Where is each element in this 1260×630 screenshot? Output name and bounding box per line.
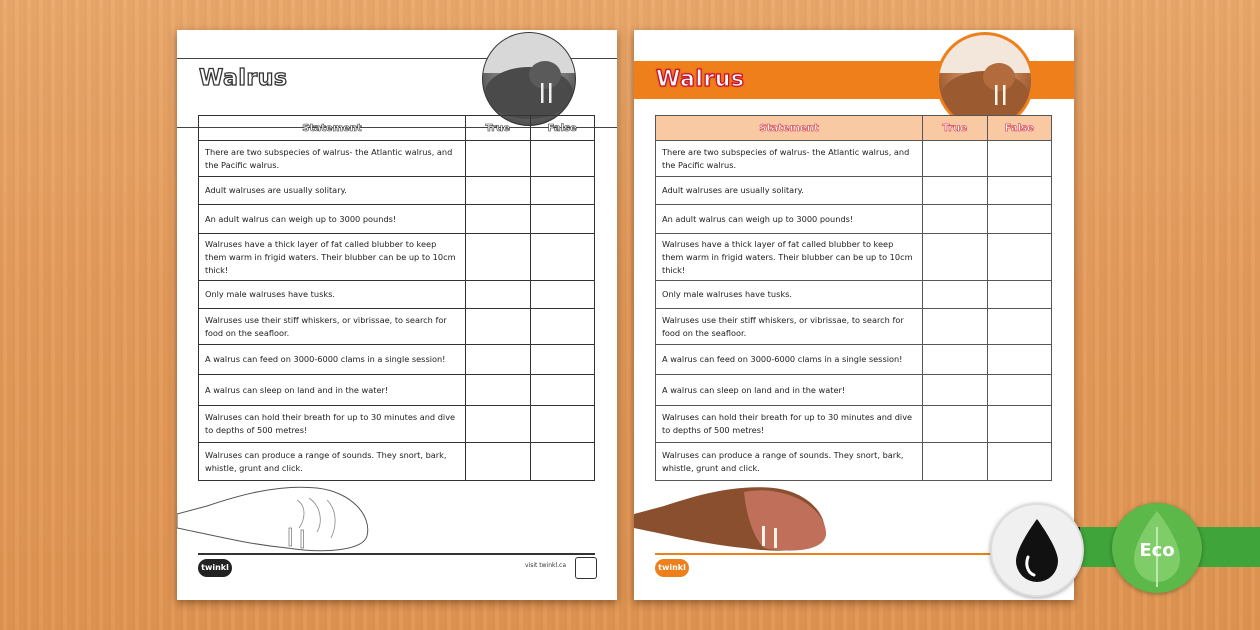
true-checkbox[interactable] <box>466 205 530 234</box>
true-checkbox[interactable] <box>466 375 530 406</box>
false-checkbox[interactable] <box>987 345 1052 375</box>
true-checkbox[interactable] <box>923 281 987 309</box>
false-checkbox[interactable] <box>987 141 1052 177</box>
false-checkbox[interactable] <box>987 309 1052 345</box>
walrus-illustration <box>634 476 834 556</box>
true-checkbox[interactable] <box>923 345 987 375</box>
statement-text: Walruses have a thick layer of fat called blubber to keep them warm in frigid waters. Their blubber can be up to 10cm thick! <box>199 234 466 281</box>
false-checkbox[interactable] <box>987 375 1052 406</box>
statement-text: Walruses can produce a range of sounds. They snort, bark, whistle, grunt and click. <box>656 443 923 481</box>
true-checkbox[interactable] <box>466 234 530 281</box>
table-row <box>656 205 1052 234</box>
table-row <box>199 234 595 281</box>
true-checkbox[interactable] <box>466 406 530 443</box>
header-true: True <box>923 116 987 141</box>
false-checkbox[interactable] <box>987 177 1052 205</box>
true-checkbox[interactable] <box>923 141 987 177</box>
true-checkbox[interactable] <box>923 205 987 234</box>
true-checkbox[interactable] <box>923 443 987 481</box>
quality-badge-icon <box>575 557 597 579</box>
facts-table <box>655 115 1052 481</box>
statement-text: Adult walruses are usually solitary. <box>656 177 923 205</box>
header-statement: Statement <box>656 116 923 141</box>
false-checkbox[interactable] <box>987 205 1052 234</box>
false-checkbox[interactable] <box>530 345 595 375</box>
false-checkbox[interactable] <box>530 141 595 177</box>
ink-drop-icon <box>990 503 1084 597</box>
false-checkbox[interactable] <box>530 234 595 281</box>
statement-text: An adult walrus can weigh up to 3000 pounds! <box>199 205 466 234</box>
false-checkbox[interactable] <box>530 406 595 443</box>
false-checkbox[interactable] <box>987 406 1052 443</box>
statement-text: There are two subspecies of walrus- the Atlantic walrus, and the Pacific walrus. <box>199 141 466 177</box>
table-row <box>656 345 1052 375</box>
statement-text: Only male walruses have tusks. <box>199 281 466 309</box>
table-row <box>656 406 1052 443</box>
true-checkbox[interactable] <box>466 345 530 375</box>
statement-text: A walrus can sleep on land and in the water! <box>199 375 466 406</box>
true-checkbox[interactable] <box>923 309 987 345</box>
false-checkbox[interactable] <box>530 177 595 205</box>
false-checkbox[interactable] <box>530 309 595 345</box>
worksheet-title: Walrus <box>656 67 745 92</box>
true-checkbox[interactable] <box>923 177 987 205</box>
false-checkbox[interactable] <box>530 443 595 481</box>
twinkl-logo: twinkl <box>198 559 232 577</box>
true-checkbox[interactable] <box>466 443 530 481</box>
table-row <box>656 141 1052 177</box>
worksheet-title: Walrus <box>199 66 288 91</box>
table-row <box>656 443 1052 481</box>
statement-text: Walruses have a thick layer of fat called blubber to keep them warm in frigid waters. Their blubber can be up to 10cm thick! <box>656 234 923 281</box>
twinkl-logo: twinkl <box>655 559 689 577</box>
header-false: False <box>987 116 1052 141</box>
true-checkbox[interactable] <box>923 234 987 281</box>
table-row <box>656 177 1052 205</box>
table-row <box>199 375 595 406</box>
false-checkbox[interactable] <box>530 205 595 234</box>
statement-text: Walruses can hold their breath for up to 30 minutes and dive to depths of 500 metres! <box>199 406 466 443</box>
false-checkbox[interactable] <box>987 443 1052 481</box>
worksheet-bw <box>177 30 617 600</box>
statement-text: Adult walruses are usually solitary. <box>199 177 466 205</box>
true-checkbox[interactable] <box>923 406 987 443</box>
table-row <box>199 205 595 234</box>
statement-text: Walruses use their stiff whiskers, or vibrissae, to search for food on the seafloor. <box>656 309 923 345</box>
table-row <box>199 309 595 345</box>
table-row <box>656 375 1052 406</box>
statement-text: Walruses can hold their breath for up to 30 minutes and dive to depths of 500 metres! <box>656 406 923 443</box>
statement-text: Only male walruses have tusks. <box>656 281 923 309</box>
table-row <box>656 309 1052 345</box>
facts-table <box>198 115 595 481</box>
false-checkbox[interactable] <box>987 234 1052 281</box>
table-row <box>199 281 595 309</box>
true-checkbox[interactable] <box>466 141 530 177</box>
table-row <box>656 234 1052 281</box>
false-checkbox[interactable] <box>987 281 1052 309</box>
statement-text: Walruses can produce a range of sounds. They snort, bark, whistle, grunt and click. <box>199 443 466 481</box>
footer-divider <box>198 553 595 555</box>
statement-text: A walrus can feed on 3000-6000 clams in a single session! <box>656 345 923 375</box>
visit-url: visit twinkl.ca <box>525 562 567 569</box>
table-row <box>199 406 595 443</box>
true-checkbox[interactable] <box>466 309 530 345</box>
header-false: False <box>530 116 595 141</box>
header-true: True <box>466 116 530 141</box>
table-row <box>199 443 595 481</box>
statement-text: A walrus can sleep on land and in the water! <box>656 375 923 406</box>
statement-text: A walrus can feed on 3000-6000 clams in a single session! <box>199 345 466 375</box>
eco-badge <box>1112 503 1202 593</box>
statement-text: An adult walrus can weigh up to 3000 pounds! <box>656 205 923 234</box>
true-checkbox[interactable] <box>923 375 987 406</box>
walrus-illustration <box>177 476 377 556</box>
statement-text: There are two subspecies of walrus- the Atlantic walrus, and the Pacific walrus. <box>656 141 923 177</box>
table-row <box>199 141 595 177</box>
false-checkbox[interactable] <box>530 281 595 309</box>
walrus-photo <box>482 32 576 126</box>
table-row <box>656 281 1052 309</box>
table-row <box>199 345 595 375</box>
header-statement: Statement <box>199 116 466 141</box>
table-row <box>199 177 595 205</box>
true-checkbox[interactable] <box>466 177 530 205</box>
false-checkbox[interactable] <box>530 375 595 406</box>
true-checkbox[interactable] <box>466 281 530 309</box>
eco-label: Eco <box>1139 540 1175 561</box>
statement-text: Walruses use their stiff whiskers, or vibrissae, to search for food on the seafloor. <box>199 309 466 345</box>
